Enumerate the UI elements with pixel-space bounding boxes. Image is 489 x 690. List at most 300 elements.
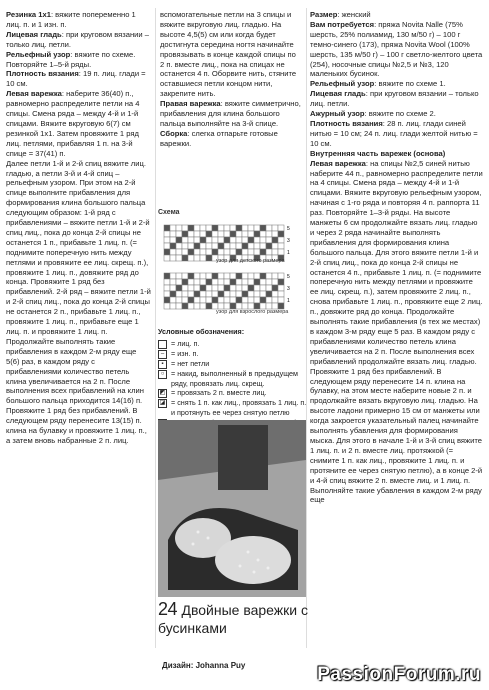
chart-child-cell — [224, 237, 230, 243]
chart-adult-cell — [236, 297, 242, 303]
chart-child-cell — [254, 237, 260, 243]
chart-adult-cell — [230, 279, 236, 285]
chart-child-cell — [176, 255, 182, 261]
chart-child-cell — [254, 243, 260, 249]
chart-child-cell — [182, 249, 188, 255]
chart-child-cell — [236, 231, 242, 237]
chart-adult-cell — [218, 273, 224, 279]
chart-adult-cell — [218, 279, 224, 285]
chart-child-cell — [182, 231, 188, 237]
chart-child-cell — [242, 243, 248, 249]
chart-child-cell — [194, 231, 200, 237]
chart-child-cell — [188, 225, 194, 231]
left-paragraph-heading: Лицевая гладь — [6, 29, 62, 39]
chart-adult-cell — [218, 297, 224, 303]
chart-child-cell — [200, 231, 206, 237]
chart-label-child: узор для детского размера — [216, 258, 285, 264]
chart-child-cell — [182, 237, 188, 243]
chart-adult-cell — [176, 285, 182, 291]
chart-adult-cell — [254, 291, 260, 297]
chart-adult-cell — [278, 297, 284, 303]
legend-item-text: = накид, выполненный в предыдущем ряду, провязать лиц. скрещ. — [171, 368, 298, 388]
chart-child-row-label: 5 — [287, 226, 290, 232]
chart-child-cell — [272, 225, 278, 231]
chart-child-cell — [230, 231, 236, 237]
chart-child-cell — [170, 255, 176, 261]
chart-adult-cell — [224, 273, 230, 279]
chart-child-cell — [266, 243, 272, 249]
chart-adult-cell — [164, 273, 170, 279]
right-paragraph-text: : женский — [337, 10, 371, 19]
chart-adult-cell — [206, 297, 212, 303]
legend-item — [158, 349, 308, 359]
chart-child-row-label: 3 — [287, 238, 290, 244]
chart-label-adult: узор для взрослого размера — [216, 309, 289, 315]
chart-child-cell — [260, 225, 266, 231]
chart-adult-cell — [224, 291, 230, 297]
chart-adult-cell — [170, 303, 176, 309]
chart-child-cell — [200, 243, 206, 249]
chart-child-cell — [242, 249, 248, 255]
chart-adult-cell — [164, 291, 170, 297]
chart-child-cell — [206, 243, 212, 249]
chart-child-cell — [164, 255, 170, 261]
middle-paragraph-text: вспомогательные петли на 3 спицы и вяжите вкруговую лиц. гладью. На высоте 4,5(5) см или когда будет достигнута середина ногтя начинайте провязывать в конце каждой спицы по 2 п. вместе лиц., пока на спицах не останется 4 п. Оборвите нить, стяните оставшиеся петли концом нити, закрепите нить. — [160, 10, 297, 99]
chart-adult-cell — [278, 279, 284, 285]
chart-child-cell — [194, 237, 200, 243]
chart-child-cell — [194, 225, 200, 231]
legend — [158, 327, 308, 428]
chart-adult-cell — [188, 285, 194, 291]
right-paragraph-heading: Ажурный узор — [310, 109, 365, 119]
chart-adult-row-label: 3 — [287, 286, 290, 292]
chart-adult-cell — [188, 303, 194, 309]
right-paragraph — [310, 10, 483, 20]
chart-adult-cell — [260, 273, 266, 279]
chart-child-cell — [212, 231, 218, 237]
chart-adult-cell — [176, 297, 182, 303]
mittens-photo-image — [158, 420, 306, 597]
chart-child-cell — [206, 249, 212, 255]
chart-child-cell — [272, 237, 278, 243]
chart-child-cell — [278, 243, 284, 249]
chart-child-cell — [272, 249, 278, 255]
chart-child-cell — [170, 225, 176, 231]
legend-item-text: = нет петли — [171, 358, 210, 368]
chart-adult-cell — [224, 297, 230, 303]
left-paragraph-heading: Левая варежка — [6, 89, 62, 99]
chart-child-cell — [266, 231, 272, 237]
chart-child-cell — [266, 249, 272, 255]
left-paragraph-text: : наберите 36(40) п., равномерно распределите петли на 4 спицы. Смена ряда – между 4-й и 1-й спицами. Вяжите вкруговую 6(7) см резинкой 1x1. Затем провяжите 1 ряд лиц. петлями, прибавляя 1 п. на 3-й спице = 37(41) п. — [6, 89, 140, 158]
chart-adult-cell — [242, 291, 248, 297]
chart-child-cell — [224, 249, 230, 255]
chart-child-cell — [230, 237, 236, 243]
chart-child-cell — [278, 249, 284, 255]
right-paragraph — [310, 79, 483, 89]
middle-paragraph — [160, 10, 301, 99]
chart-child-cell — [164, 237, 170, 243]
chart-grid-svg — [158, 221, 304, 323]
left-paragraph-heading: Плотность вязания — [6, 69, 79, 79]
chart-child-cell — [248, 243, 254, 249]
legend-item — [158, 388, 308, 398]
chart-child-cell — [188, 255, 194, 261]
right-paragraph-text: : вяжите по схеме 2. — [364, 109, 436, 119]
right-paragraph — [310, 20, 483, 79]
chart-adult-cell — [200, 297, 206, 303]
chart-adult-cell — [266, 285, 272, 291]
chart-child-cell — [224, 231, 230, 237]
project-number: 24 — [158, 599, 178, 619]
chart-child-cell — [194, 249, 200, 255]
chart-adult-cell — [188, 273, 194, 279]
left-paragraph — [6, 10, 151, 30]
chart-child-cell — [200, 225, 206, 231]
chart-adult-cell — [194, 285, 200, 291]
left-paragraph — [6, 30, 151, 50]
chart-adult-cell — [212, 273, 218, 279]
chart-adult-cell — [194, 279, 200, 285]
chart-child-cell — [278, 237, 284, 243]
chart-adult-cell — [260, 279, 266, 285]
left-paragraph-heading: Рельефный узор — [6, 49, 71, 59]
designer-credit: Дизайн: Johanna Puy — [162, 661, 246, 670]
chart-adult-cell — [200, 291, 206, 297]
chart-adult-cell — [182, 303, 188, 309]
chart-child-cell — [248, 237, 254, 243]
chart-child-cell — [260, 231, 266, 237]
chart-child-cell — [254, 249, 260, 255]
right-paragraph-heading: Размер — [310, 10, 338, 19]
chart-child-cell — [218, 237, 224, 243]
middle-paragraph-heading: Сборка — [160, 128, 188, 138]
chart-adult-cell — [182, 291, 188, 297]
chart-adult-cell — [272, 291, 278, 297]
chart-adult-cell — [272, 273, 278, 279]
chart-child-cell — [260, 249, 266, 255]
right-paragraph-text: : вяжите по схеме 1. — [374, 79, 446, 89]
chart-child-cell — [176, 237, 182, 243]
left-paragraph — [6, 89, 151, 158]
chart-adult-cell — [164, 285, 170, 291]
chart-child-cell — [236, 225, 242, 231]
chart-child-cell — [206, 237, 212, 243]
chart-child-cell — [212, 249, 218, 255]
chart-adult-cell — [236, 285, 242, 291]
chart-child-cell — [218, 231, 224, 237]
chart-adult-cell — [206, 279, 212, 285]
chart-child-cell — [170, 237, 176, 243]
chart-adult-cell — [206, 273, 212, 279]
chart-adult-cell — [272, 285, 278, 291]
chart-adult-cell — [206, 291, 212, 297]
chart-adult-cell — [242, 285, 248, 291]
chart-child-cell — [164, 249, 170, 255]
chart-adult-cell — [206, 303, 212, 309]
chart-child-cell — [278, 231, 284, 237]
chart-adult-cell — [212, 291, 218, 297]
chart-adult-cell — [164, 303, 170, 309]
right-paragraph — [310, 89, 483, 109]
chart-child-cell — [248, 249, 254, 255]
middle-paragraph — [160, 99, 301, 129]
right-paragraph-heading: Рельефный узор — [310, 79, 375, 89]
chart-adult-cell — [230, 297, 236, 303]
right-paragraph — [310, 119, 483, 149]
chart-title: Схема — [158, 209, 180, 216]
left-paragraph — [6, 69, 151, 89]
right-paragraph — [310, 149, 483, 159]
legend-item — [158, 398, 308, 418]
chart-child-cell — [278, 225, 284, 231]
chart-child-cell — [230, 225, 236, 231]
chart-child-cell — [242, 237, 248, 243]
chart-child-cell — [218, 225, 224, 231]
chart-child-cell — [188, 237, 194, 243]
chart-child-row-label: 1 — [287, 250, 290, 256]
legend-symbol-icon: ○ — [158, 370, 167, 379]
chart-adult-cell — [182, 285, 188, 291]
left-paragraph — [6, 50, 151, 70]
legend-item-text: = лиц. п. — [171, 338, 200, 348]
chart-adult-cell — [266, 279, 272, 285]
chart-child-cell — [266, 237, 272, 243]
chart-adult-cell — [254, 297, 260, 303]
chart-adult-cell — [194, 297, 200, 303]
chart-adult-cell — [194, 273, 200, 279]
chart-adult-cell — [188, 279, 194, 285]
chart-child-cell — [200, 237, 206, 243]
chart-child-cell — [248, 231, 254, 237]
right-paragraph-text: : 28 п. лиц. глади синей нитью = 10 см; 24 п. лиц. глади желтой нитью = 10 см. — [310, 118, 478, 148]
legend-symbol-icon: ▪ — [158, 360, 167, 369]
right-paragraph-heading: Лицевая гладь — [310, 89, 366, 99]
chart-adult-cell — [248, 291, 254, 297]
chart-child-cell — [164, 225, 170, 231]
chart-child-cell — [188, 243, 194, 249]
left-paragraph-text: : 19 п. лиц. глади = 10 см. — [6, 69, 146, 89]
chart-child-cell — [236, 237, 242, 243]
middle-paragraph — [160, 129, 301, 149]
chart-child-cell — [260, 237, 266, 243]
chart-child-cell — [182, 255, 188, 261]
chart-child-cell — [206, 225, 212, 231]
chart-child-cell — [248, 225, 254, 231]
chart-child-cell — [188, 231, 194, 237]
chart-child-cell — [170, 231, 176, 237]
legend-title: Условные обозначения: — [158, 327, 245, 336]
chart-adult-cell — [236, 273, 242, 279]
chart-child-cell — [230, 243, 236, 249]
chart-adult-cell — [164, 297, 170, 303]
chart-adult-cell — [194, 303, 200, 309]
legend-symbol-icon: – — [158, 350, 167, 359]
right-paragraph-text: : на спицы №2,5 синей нитью наберите 44 п., равномерно распределите петли на 4 спицы. Смена ряда – между 4-й и 1-й спицами. Вяжите вкруговую рельефным узором, начиная с 1-го ряда и повторяя 4 п. раппорта 11 раз. Повторяйте 1–3-й ряды. На высоте манжеты 6 см продолжайте вязать лиц. гладью и через 2 ряда начинайте выполнять прибавления для формирования клина большого пальца. Для этого вяжите петли 1-й и 2-й спиц лиц., пока до конца 2-й спицы не останется 4 п., прибавьте 1 лиц. п. (= поднимите поперечную нить между петлями и провяжите ее лиц. скрещ. п.), затем провяжите 2 лиц. п., снова прибавьте 1 лиц. п., провяжите еще 2 лиц. п., довяжите ряд до конца. Продолжайте выполнять такие прибавления (в тех же местах) в каждом 3-м ряду еще 5 раз. В каждом ряду с прибавлениями количество петель клина увеличивается на 2 п. После выполнения всех прибавлений продолжайте вязать лиц. гладью. Провяжите 1 ряд без прибавлений. В следующем ряду перенесите 14 п. клина на булавку, на этом месте наберите новые 2 п. и продолжайте вязать вкруговую лиц. гладью. На высоте ладони примерно 15 см от манжеты или когда закроется указательный палец начинайте выполнять убавления для формирования мыска. Для этого в начале 1-й и 3-й спиц вяжите 1 лиц. п. и 2 п. вместе лиц. протяжкой (= снимите 1 п. как лиц., провяжите 1 лиц. п. и протяните ее через снятую петлю), а в конце 2-й и 4-й спиц вяжите 2 п. вместе лиц. и 1 лиц. п. Выполняйте такие убавления в каждом 2-м ряду еще — [310, 158, 483, 505]
chart-adult-cell — [170, 273, 176, 279]
chart-child-cell — [212, 243, 218, 249]
chart-adult-cell — [260, 285, 266, 291]
chart-child-cell — [224, 243, 230, 249]
chart-adult-cell — [254, 279, 260, 285]
middle-column — [160, 10, 301, 149]
chart-child-cell — [176, 225, 182, 231]
chart-adult-cell — [176, 303, 182, 309]
watermark-text: PassionForum.ru — [317, 664, 481, 685]
chart-adult-cell — [212, 279, 218, 285]
chart-adult-cell — [200, 285, 206, 291]
right-paragraph-heading: Плотность вязания — [310, 118, 383, 128]
chart-child-cell — [164, 243, 170, 249]
middle-paragraph-text: : вяжите симметрично, прибавления для клина большого пальца выполняйте на 3-й спице. — [160, 99, 301, 128]
chart-adult-cell — [170, 291, 176, 297]
chart-adult-cell — [182, 273, 188, 279]
right-paragraph-text: : пряжа Novita Nalle (75% шерсть, 25% полиамид, 130 м/50 г) – 100 г темно-синего (173), пряжа Novita Wool (100% шерсть, 135 м/50 г) – 100 г светло-желтого цвета (254), носочные спицы №2,5 и №3, 120 маленьких бусинок. — [310, 19, 483, 79]
chart-adult-cell — [182, 279, 188, 285]
chart-child-cell — [254, 231, 260, 237]
mittens-photo — [158, 420, 306, 597]
chart-adult-cell — [164, 279, 170, 285]
chart-child-cell — [200, 255, 206, 261]
chart-child-cell — [272, 243, 278, 249]
chart-adult-cell — [248, 285, 254, 291]
chart-child-cell — [260, 243, 266, 249]
chart-adult-cell — [248, 279, 254, 285]
chart-adult-cell — [218, 285, 224, 291]
chart-child-cell — [242, 225, 248, 231]
right-paragraph-heading: Вам потребуется — [310, 19, 375, 29]
chart-adult-cell — [236, 291, 242, 297]
chart-child-cell — [254, 225, 260, 231]
chart-child-cell — [224, 225, 230, 231]
chart-adult-cell — [176, 291, 182, 297]
chart-adult-cell — [224, 279, 230, 285]
chart-adult-cell — [218, 291, 224, 297]
chart-adult-cell — [236, 279, 242, 285]
chart-adult-cell — [266, 291, 272, 297]
legend-item-text: = снять 1 п. как лиц., провязать 1 лиц. п. и протянуть ее через снятую петлю — [171, 398, 307, 418]
chart-adult-cell — [188, 291, 194, 297]
chart-child-cell — [188, 249, 194, 255]
chart-adult-cell — [248, 273, 254, 279]
project-title: Двойные варежки с бусинками — [158, 602, 309, 636]
chart-child-cell — [176, 231, 182, 237]
left-paragraph-text: : вяжите попеременно 1 лиц. п. и 1 изн. п. — [6, 10, 136, 29]
chart-child-cell — [176, 249, 182, 255]
right-paragraph-text: : при круговом вязании – только лиц. петли. — [310, 89, 479, 109]
column-divider-1 — [155, 8, 156, 648]
legend-item-text: = провязать 2 п. вместе лиц. — [171, 388, 267, 398]
chart-adult-row-label: 1 — [287, 298, 290, 304]
chart-child-cell — [212, 237, 218, 243]
chart-adult-cell — [230, 291, 236, 297]
chart-adult-cell — [272, 279, 278, 285]
chart-adult-cell — [266, 297, 272, 303]
chart-adult-cell — [254, 273, 260, 279]
left-paragraph-heading: Резинка 1x1 — [6, 10, 51, 19]
left-column — [6, 10, 151, 446]
chart-adult-cell — [200, 273, 206, 279]
chart-adult-cell — [176, 273, 182, 279]
chart-adult-cell — [230, 285, 236, 291]
middle-paragraph-heading: Правая варежка — [160, 99, 221, 109]
legend-item — [158, 369, 308, 389]
legend-symbol-icon — [158, 340, 167, 349]
knitting-chart — [158, 209, 304, 323]
chart-adult-cell — [272, 297, 278, 303]
legend-symbol-icon: ◪ — [159, 400, 166, 407]
left-paragraph-text: : вяжите по схеме. Повторяйте 1–5-й ряды. — [6, 49, 136, 69]
chart-child-cell — [176, 243, 182, 249]
chart-child-cell — [230, 249, 236, 255]
chart-adult-cell — [254, 285, 260, 291]
legend-item-text: = изн. п. — [171, 348, 199, 358]
legend-item — [158, 359, 308, 369]
right-paragraph-heading: Левая варежка — [310, 158, 366, 168]
chart-adult-cell — [260, 291, 266, 297]
chart-child-cell — [242, 231, 248, 237]
chart-adult-cell — [260, 297, 266, 303]
chart-child-cell — [236, 243, 242, 249]
left-paragraph — [6, 159, 151, 446]
chart-child-cell — [182, 243, 188, 249]
left-paragraph-text: Далее петли 1-й и 2-й спиц вяжите лиц. гладью, а петли 3-й и 4-й спиц – рельефным узором. При этом на 2-й спице выполните прибавления для формирования клина большого пальца следующим образом: 1-й ряд с прибавлениями – вяжите петли 1-й и 2-й спиц лиц., пока до конца 2-й спицы не останется 1 п., прибавьте 1 лиц. п. (= поднимите поперечную нить между петлями и провяжите ее лиц. скрещ. п.), провяжите 1 лиц. п., довяжите ряд до конца. Провяжите 1 ряд без прибавлений. 2-й ряд – вяжите петли 1-й и 2-й спиц лиц., пока до конца 2-й спицы не останется 2 п., прибавьте 1 лиц. п., провяжите 1 лиц. п., прибавьте еще 1 лиц. п. и провяжите 1 лиц. п. Продолжайте выполнять такие прибавления в каждом 2-м ряду еще 5(6) раз, в каждом ряду с прибавлениями количество петель клина увеличивается на 2 п. После выполнения всех прибавлений на клин большого пальца приходится 14(16) п. Провяжите 1 ряд без прибавлений. В следующем ряду перенесите 13(15) п. клина на булавку и провяжите 1 лиц. п., а затем вновь набранные 2 п. лиц. — [6, 158, 151, 445]
chart-child-cell — [236, 249, 242, 255]
chart-adult-cell — [200, 279, 206, 285]
chart-adult-cell — [242, 297, 248, 303]
chart-adult-cell — [194, 291, 200, 297]
right-column — [310, 10, 483, 505]
chart-adult-cell — [266, 273, 272, 279]
chart-adult-cell — [230, 273, 236, 279]
chart-adult-row-label: 5 — [287, 274, 290, 280]
chart-adult-cell — [278, 273, 284, 279]
chart-adult-cell — [224, 285, 230, 291]
legend-symbol-icon: ◩ — [159, 390, 166, 397]
chart-adult-cell — [170, 297, 176, 303]
chart-adult-cell — [170, 279, 176, 285]
chart-adult-cell — [188, 297, 194, 303]
chart-child-cell — [206, 231, 212, 237]
chart-adult-cell — [278, 291, 284, 297]
chart-child-cell — [200, 249, 206, 255]
chart-adult-cell — [200, 303, 206, 309]
chart-child-cell — [164, 231, 170, 237]
right-paragraph — [310, 159, 483, 506]
chart-adult-cell — [248, 297, 254, 303]
chart-child-cell — [194, 243, 200, 249]
chart-adult-cell — [242, 273, 248, 279]
chart-child-cell — [170, 243, 176, 249]
chart-child-cell — [194, 255, 200, 261]
left-paragraph-text: : при круговом вязании – только лиц. петли. — [6, 29, 150, 49]
chart-child-cell — [212, 225, 218, 231]
right-paragraph — [310, 109, 483, 119]
chart-child-cell — [206, 255, 212, 261]
chart-adult-cell — [182, 297, 188, 303]
chart-adult-cell — [176, 279, 182, 285]
chart-child-cell — [182, 225, 188, 231]
chart-adult-cell — [170, 285, 176, 291]
chart-adult-cell — [206, 285, 212, 291]
project-caption — [158, 600, 308, 638]
chart-child-cell — [218, 243, 224, 249]
chart-adult-cell — [212, 285, 218, 291]
chart-adult-cell — [242, 279, 248, 285]
right-paragraph-heading: Внутренняя часть варежек (основа) — [310, 148, 446, 158]
chart-adult-cell — [278, 285, 284, 291]
chart-child-cell — [272, 231, 278, 237]
